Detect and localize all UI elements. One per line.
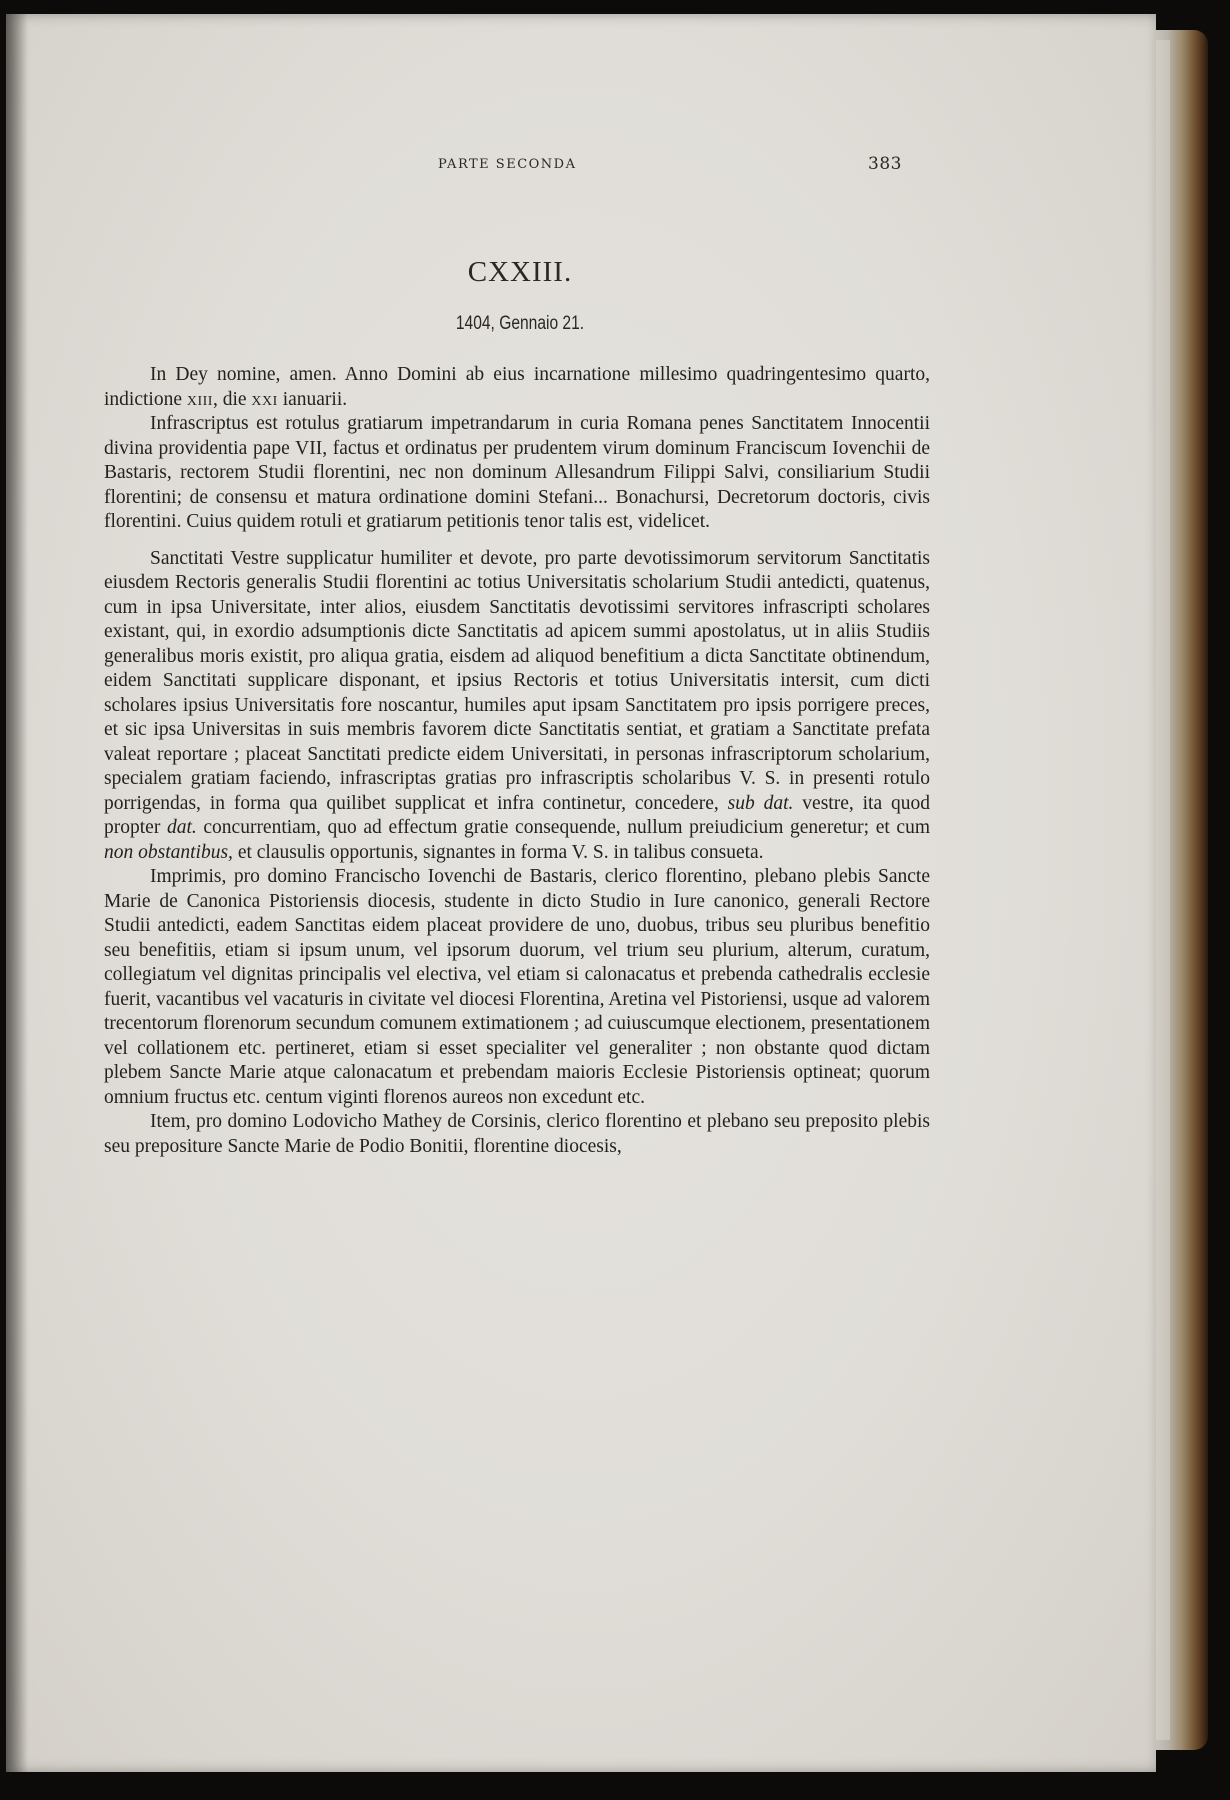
document-number: CXXIII. xyxy=(467,256,573,288)
paragraph-invocation: In Dey nomine, amen. Anno Domini ab eius incarnatione millesimo quadringentesimo quarto, indictione xiii, die xxi ianuarii. xyxy=(104,364,930,410)
document-body xyxy=(104,363,930,1159)
paragraph-rotulus: Infrascriptus est rotulus gratiarum impetrandarum in curia Romana penes Sanctitatem Innocentii divina providentia pape VII, factus et ordinatus per prudentem virum dominum Franciscum Iovenchii de Bastaris, rectorem Studii florentini, nec non dominum Allesandrum Filippi Salvi, consiliarium Studii florentini; de consensu et matura ordinatione domini Stefani... Bonachursi, Decretorum doctoris, civis florentini. Cuius quidem rotuli et gratiarum petitionis tenor talis est, videlicet. xyxy=(104,413,930,532)
indiction-numeral: xiii xyxy=(186,388,213,410)
paragraph-supplication: Sanctitati Vestre supplicatur humiliter et devote, pro parte devotissimorum servitorum Sanctitatis eiusdem Rectoris generalis Studii florentini ac totius Universitatis scholarium Studii antedicti, quatenus, cum in ipsa Universitate, inter alios, eiusdem Sanctitatis devotissimi servitores infrascripti scholares existant, qui, in exordio adsumptionis dicte Sanctitatis ad apicem summi apostolatus, ut in aliis Studiis generalibus moris existit, pro aliqua gratia, eisdem ad aliquod benefitium a dicta Sanctitate obtinendum, eidem Sanctitati supplicare disponant, et ipsius Rectoris et totius Universitatis intersit, cum dicti scholares ipsius Universitatis fore noscantur, humiles aput ipsam Sanctitatem pro ipsis porrigere preces, et sic ipsa Universitas in suis membris favorem dicte Sanctitatis sentiat, et gratiam a Sanctitate prefata valeat reportare ; placeat Sanctitati predicte eidem Universitati, in personas infrascriptorum scholarium, specialem gratiam faciendo, infrascriptas gratias pro infrascriptis scholaribus V. S. in presenti rotulo porrigendas, in forma qua quilibet supplicat et infra continetur, concedere, sub dat. vestre, ita quod propter dat. concurrentiam, quo ad effectum gratie consequende, nullum preiudicium generetur; et cum non obstantibus, et clausulis opportunis, signantes in forma V. S. in talibus consueta. xyxy=(104,547,931,863)
document-date: 1404, Gennaio 21. xyxy=(455,313,585,334)
paragraph-imprimis: Imprimis, pro domino Francischo Iovenchi de Bastaris, clerico florentino, plebano plebis Sancte Marie de Canonica Pistoriensis diocesis, studente in dicto Studio in Iure canonico, generali Rectore Studii antedicti, eadem Sanctitas eidem placeat providere de uno, duobus, tribus seu pluribus benefitio seu benefitiis, etiam si ipsum unum, vel ipsorum duorum, vel trium seu plurium, alterum, curatum, collegiatum vel dignitas principalis vel electiva, vel etiam si calonacatus et prebenda cathedralis ecclesie fuerit, vacantibus vel vacaturis in civitate vel diocesi Florentina, Aretina vel Pistoriensi, usque ad valorem trecentorum florenorum secundum comunem extimationem ; ad cuiuscumque electionem, presentationem vel collationem etc. pertineret, etiam si esset specialiter vel generaliter ; non obstante quod dictam plebem Sancte Marie atque calonacatum et prebendam maioris Ecclesie Pistoriensis optineat; quorum omnium fructus etc. centum viginti florenos aureos non excedunt etc. xyxy=(104,866,930,1108)
day-numeral: xxi xyxy=(251,388,278,410)
running-title: PARTE SECONDA xyxy=(438,157,577,172)
paragraph-item: Item, pro domino Lodovicho Mathey de Corsinis, clerico florentino et plebano seu preposito plebis seu prepositure Sancte Marie de Podio Bonitii, florentine diocesis, xyxy=(104,1111,930,1157)
page-number: 383 xyxy=(868,154,902,174)
